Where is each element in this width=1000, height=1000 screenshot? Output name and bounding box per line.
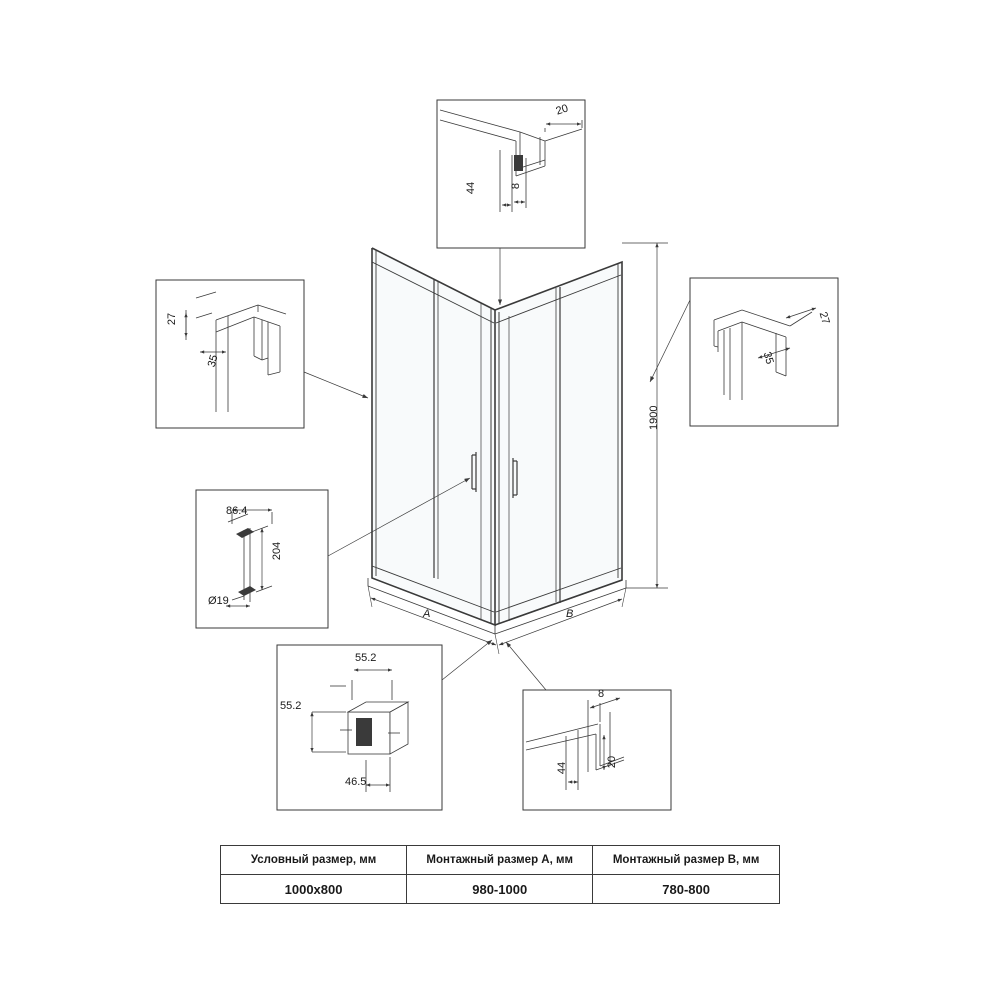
- dim-right-35: 35: [760, 350, 776, 366]
- dim-height-1900: 1900: [648, 405, 660, 430]
- dim-width-b: B: [566, 608, 574, 620]
- dim-top-44: 44: [465, 181, 478, 195]
- th-install-size-a: Монтажный размер A, мм: [407, 846, 593, 875]
- glass-panels: [372, 248, 622, 625]
- th-nominal-size: Условный размер, мм: [221, 846, 407, 875]
- dim-bracket-55-2-left: 55.2: [280, 700, 302, 712]
- callout-bottom-rail: [506, 642, 671, 810]
- td-nominal-size: 1000x800: [221, 875, 407, 904]
- spec-table-wrap: [220, 845, 780, 904]
- table-header-row: [221, 846, 780, 875]
- dim-handle-86-4: 86.4: [226, 505, 248, 517]
- dim-bracket-55-2-top: 55.2: [355, 652, 377, 664]
- dim-right-27: 27: [816, 310, 832, 326]
- spec-table: [220, 845, 780, 904]
- dim-bottom-44: 44: [556, 761, 569, 775]
- dim-handle-d19: Ø19: [208, 595, 229, 607]
- dim-top-20: 20: [554, 102, 570, 118]
- dim-width-a: A: [423, 608, 431, 620]
- main-enclosure-view: [368, 248, 626, 634]
- callout-right-profile: [650, 278, 838, 426]
- callout-left-profile: [156, 280, 368, 428]
- height-dimension: [622, 243, 668, 588]
- td-install-size-a: 980-1000: [407, 875, 593, 904]
- dim-handle-204: 204: [271, 541, 284, 561]
- table-row: [221, 875, 780, 904]
- callout-top-rail: [437, 100, 585, 305]
- dim-bottom-8: 8: [598, 688, 605, 700]
- dim-left-27: 27: [166, 312, 179, 326]
- dim-bottom-20: 20: [606, 755, 619, 769]
- td-install-size-b: 780-800: [593, 875, 780, 904]
- dim-top-8: 8: [510, 182, 523, 190]
- callout-roller-bracket: [277, 640, 492, 810]
- dim-bracket-46-5: 46.5: [345, 776, 367, 788]
- dim-left-35: 35: [205, 353, 221, 369]
- th-install-size-b: Монтажный размер B, мм: [593, 846, 780, 875]
